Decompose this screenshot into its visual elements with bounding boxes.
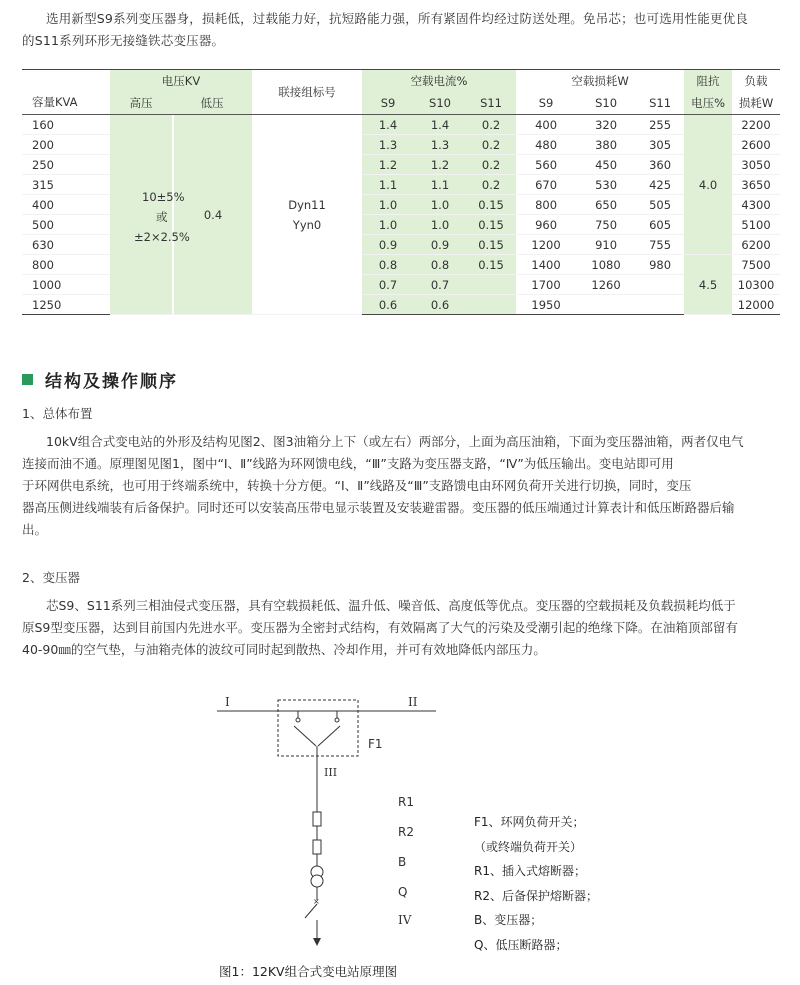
section-2-heading: 2、变压器 [22,570,80,585]
cell-i-s10: 1.3 [414,135,466,155]
diagram-legend [474,810,598,957]
header-p-s11: S11 [636,92,684,115]
cell-load-loss: 3050 [732,155,780,175]
cell-i-s11 [466,275,516,295]
cell-i-s9: 0.8 [362,255,414,275]
cell-capacity: 250 [22,155,110,175]
header-capacity: 容量KVA [22,70,110,115]
section-1-line: 出。 [22,522,48,537]
cell-p-s10: 1080 [576,255,636,275]
cell-p-s11: 360 [636,155,684,175]
cell-p-s10: 450 [576,155,636,175]
cell-p-s10: 1260 [576,275,636,295]
section-2-line: 40-90㎜的空气垫，与油箱壳体的波纹可同时起到散热、冷却作用，并可有效地降低内部压力。 [22,642,546,657]
cell-i-s10: 0.6 [414,295,466,315]
cell-i-s10: 0.9 [414,235,466,255]
cell-i-s11: 0.2 [466,115,516,135]
cell-p-s9: 1200 [516,235,576,255]
legend-item: R1、插入式熔断器； [474,864,586,878]
header-p-s9: S9 [516,92,576,115]
cell-i-s11 [466,295,516,315]
cell-capacity: 1000 [22,275,110,295]
cell-i-s9: 1.0 [362,195,414,215]
label-i: I [225,695,230,709]
high-voltage-line-3: ±2×2.5% [134,230,190,244]
cell-p-s11 [636,275,684,295]
switch-box [278,700,358,756]
cell-load-loss: 7500 [732,255,780,275]
cell-p-s11: 425 [636,175,684,195]
label-ii: II [408,695,418,709]
low-voltage-value: 0.4 [174,115,252,314]
cell-load-loss: 12000 [732,295,780,315]
label-q: Q [398,885,408,899]
high-voltage-values [120,187,250,247]
cell-i-s11: 0.15 [466,255,516,275]
cell-p-s9: 1950 [516,295,576,315]
header-i-s11: S11 [466,92,516,115]
section-title [22,367,178,392]
cell-capacity: 200 [22,135,110,155]
cell-capacity: 800 [22,255,110,275]
cell-capacity: 160 [22,115,110,135]
cell-i-s9: 1.3 [362,135,414,155]
cell-capacity: 400 [22,195,110,215]
cell-load-loss: 3650 [732,175,780,195]
cell-i-s10: 1.4 [414,115,466,135]
cell-i-s9: 0.7 [362,275,414,295]
section-2-line: 芯S9、S11系列三相油侵式变压器，具有空载损耗低、温升低、噪音低、高度低等优点。变压器的空载损耗及负载损耗均低于 [46,598,736,613]
cell-p-s9: 400 [516,115,576,135]
cell-p-s9: 1700 [516,275,576,295]
header-connection: 联接组标号 [252,70,362,115]
cell-i-s10: 1.1 [414,175,466,195]
fuse-r2-icon [313,840,321,854]
cell-capacity: 500 [22,215,110,235]
cell-p-s9: 560 [516,155,576,175]
label-iii: III [324,766,338,779]
cell-impedance-a: 4.0 [684,115,732,255]
high-voltage-line-2: 或 [156,210,168,224]
cell-p-s9: 670 [516,175,576,195]
header-noload-current: 空载电流% [362,70,516,93]
header-load-loss-1: 负载 [744,74,768,88]
connection-yyn0: Yyn0 [292,217,322,232]
cell-i-s11: 0.15 [466,235,516,255]
cell-load-loss: 2200 [732,115,780,135]
cell-p-s10: 910 [576,235,636,255]
legend-item: B、变压器； [474,913,543,927]
cell-p-s10: 750 [576,215,636,235]
header-impedance-1: 阻抗 [684,70,732,93]
intro-line-1: 选用新型S9系列变压器身，损耗低，过载能力好，抗短路能力强，所有紧固件均经过防送处理。免吊芯；也可选用性能更优良 [46,11,749,26]
contact-left-icon [296,718,300,722]
section-1-line: 器高压侧进线端装有后备保护。同时还可以安装高压带电显示装置及安装避雷器。变压器的低压端通过计算表计和低压断路器后输 [22,500,735,515]
svg-text:×: × [313,897,320,906]
header-noload-loss: 空载损耗W [571,74,629,88]
cell-p-s11: 305 [636,135,684,155]
legend-item: R2、后备保护熔断器； [474,888,598,903]
blade-right [318,726,340,746]
cell-p-s11: 255 [636,115,684,135]
label-b: B [398,855,407,869]
cell-i-s9: 0.6 [362,295,414,315]
legend-item: Q、低压断路器； [474,937,568,952]
section-2 [22,567,780,661]
cell-i-s11: 0.15 [466,195,516,215]
header-p-s10: S10 [576,92,636,115]
cell-i-s11: 0.2 [466,155,516,175]
cell-impedance-b: 4.5 [684,255,732,315]
legend-item: （或终端负荷开关） [474,839,583,854]
cell-p-s11: 980 [636,255,684,275]
header-load-loss-2: 损耗W [732,92,780,115]
cell-p-s9: 1400 [516,255,576,275]
cell-p-s11 [636,295,684,315]
cell-p-s11: 605 [636,215,684,235]
cell-p-s10: 530 [576,175,636,195]
legend-item: F1、环网负荷开关； [474,815,585,829]
cell-load-loss: 2600 [732,135,780,155]
high-voltage-line-1: 10±5% [142,190,185,204]
cell-p-s9: 960 [516,215,576,235]
header-high: 高压 [110,92,172,115]
figure-caption: 图1：12KV组合式变电站原理图 [219,964,398,979]
cell-i-s9: 1.1 [362,175,414,195]
header-impedance-2: 电压% [684,92,732,115]
cell-i-s10: 0.7 [414,275,466,295]
cell-p-s10 [576,295,636,315]
section-1-line: 于环网供电系统，也可用于终端系统中，转换十分方便。“Ⅰ、Ⅱ”线路及“Ⅲ”支路馈电由环网负荷开关进行切换，同时，变压 [22,478,692,493]
cell-i-s10: 0.8 [414,255,466,275]
cell-p-s11: 755 [636,235,684,255]
breaker-blade [305,904,317,918]
fuse-r1-icon [313,812,321,826]
cell-load-loss: 5100 [732,215,780,235]
cell-i-s9: 1.4 [362,115,414,135]
cell-i-s11: 0.15 [466,215,516,235]
intro-line-2: 的S11系列环形无接缝铁芯变压器。 [22,33,225,48]
cell-p-s10: 650 [576,195,636,215]
cell-p-s11: 505 [636,195,684,215]
section-1 [22,403,780,541]
header-i-s9: S9 [362,92,414,115]
transformer-bottom-icon [311,875,323,887]
voltage-block [110,115,252,315]
cell-p-s10: 320 [576,115,636,135]
cell-capacity: 630 [22,235,110,255]
cell-load-loss: 4300 [732,195,780,215]
cell-load-loss: 10300 [732,275,780,295]
cell-i-s11: 0.2 [466,175,516,195]
table-row [22,115,780,135]
section-1-line: 10kV组合式变电站的外形及结构见图2、图3油箱分上下（或左右）两部分，上面为高压油箱，下面为变压器油箱，两者仅电气 [46,434,744,449]
section-2-line: 原S9型变压器，达到目前国内先进水平。变压器为全密封式结构，有效隔离了大气的污染及受潮引起的绝缘下降。在油箱顶部留有 [22,620,738,635]
label-r1: R1 [398,795,414,809]
output-arrow-icon [313,938,321,946]
contact-right-icon [335,718,339,722]
cell-capacity: 315 [22,175,110,195]
label-iv: IV [398,913,412,927]
section-title-text: 结构及操作顺序 [45,372,178,392]
header-low: 低压 [172,92,252,115]
section-1-heading: 1、总体布置 [22,406,93,421]
cell-p-s9: 800 [516,195,576,215]
cell-i-s10: 1.0 [414,215,466,235]
connection-dyn11: Dyn11 [288,197,326,212]
cell-i-s11: 0.2 [466,135,516,155]
header-i-s10: S10 [414,92,466,115]
header-voltage: 电压KV [110,70,252,93]
section-1-line: 连接而油不通。原理图见图1，图中“Ⅰ、Ⅱ”线路为环网馈电线，“Ⅲ”支路为变压器支路，“Ⅳ”为低压输出。变电站即可用 [22,456,674,471]
blade-left [294,726,316,746]
cell-load-loss: 6200 [732,235,780,255]
spec-table [22,69,780,315]
cell-p-s10: 380 [576,135,636,155]
intro-paragraph [22,8,782,52]
cell-i-s9: 1.2 [362,155,414,175]
cell-i-s10: 1.0 [414,195,466,215]
connection-block [252,115,362,315]
cell-i-s9: 1.0 [362,215,414,235]
section-square-icon [22,374,33,385]
label-r2: R2 [398,825,414,839]
cell-capacity: 1250 [22,295,110,315]
cell-i-s9: 0.9 [362,235,414,255]
label-f1: F1 [368,737,383,751]
cell-p-s9: 480 [516,135,576,155]
circuit-diagram [0,690,800,985]
cell-i-s10: 1.2 [414,155,466,175]
